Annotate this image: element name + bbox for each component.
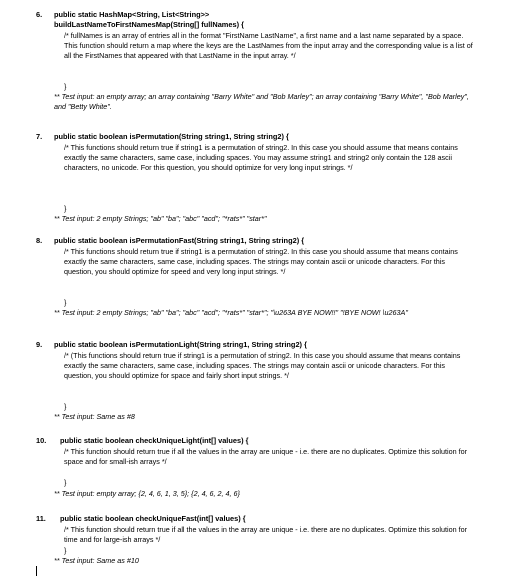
method-signature: public static boolean isPermutationLight(String string1, String string2) { bbox=[54, 340, 307, 349]
question-number: 7. bbox=[36, 132, 43, 141]
test-input: ** Test input: Same as #10 bbox=[54, 556, 139, 565]
method-signature: public static boolean isPermutation(String string1, String string2) { bbox=[54, 132, 289, 141]
method-comment: /* This function should return true if all the values in the array are unique - i.e. there are no duplicates. Optimize this solution for time and for large-ish arrays */ bbox=[64, 525, 467, 545]
method-comment: /* (This functions should return true if string1 is a permutation of string2. In this case you should assume that means contains exactly the same characters, same case, including spaces. The strings may contain ascii or unicode characters. For this question, you should optimize for space and fairly short input strings. */ bbox=[64, 351, 461, 381]
method-comment: /* This functions should return true if string1 is a permutation of string2. In this case you should assume that means contains exactly the same characters, same case, including spaces. The strings may contain ascii or unicode characters. For this question, you should optimize for speed and very long input strings. */ bbox=[64, 247, 458, 277]
method-signature: public static HashMap<String, List<String>> bbox=[54, 10, 210, 19]
method-comment: /* fullNames is an array of entries all in the format "FirstName LastName", a first name and a last name separated by a space. This function should return a map where the keys are the LastNames from the input array and the corresponding value is a list of all the FirstNames that appeared with that LastName in the input array. */ bbox=[64, 31, 473, 61]
closing-brace: } bbox=[64, 298, 67, 307]
question-number: 6. bbox=[36, 10, 43, 19]
method-signature: public static boolean checkUniqueFast(int[] values) { bbox=[60, 514, 246, 523]
question-number: 10. bbox=[36, 436, 47, 445]
closing-brace: } bbox=[64, 82, 67, 91]
question-number: 11. bbox=[36, 514, 46, 523]
method-comment: /* This function should return true if all the values in the array are unique - i.e. there are no duplicates. Optimize this solution for space and for small-ish arrays */ bbox=[64, 447, 467, 467]
closing-brace: } bbox=[64, 478, 67, 487]
closing-brace: } bbox=[64, 546, 67, 555]
closing-brace: } bbox=[64, 204, 67, 213]
test-input: ** Test input: 2 empty Strings; "ab" "ba"; "abc" "acd"; "*rats*" "star*"; "\u263A BYE NOW!!" "!BYE NOW! \u263A" bbox=[54, 308, 408, 317]
question-number: 8. bbox=[36, 236, 43, 245]
test-input: ** Test input: Same as #8 bbox=[54, 412, 135, 421]
text-cursor bbox=[36, 566, 37, 576]
test-input: ** Test input: empty array; {2, 4, 6, 1, 3, 5}; {2, 4, 6, 2, 4, 6} bbox=[54, 489, 240, 498]
closing-brace: } bbox=[64, 402, 67, 411]
method-signature: public static boolean checkUniqueLight(int[] values) { bbox=[60, 436, 249, 445]
test-input: ** Test input: an empty array; an array containing "Barry White" and "Bob Marley"; an array containing "Barry White", "Bob Marley", and "Betty White". bbox=[54, 92, 469, 112]
test-input: ** Test input: 2 empty Strings; "ab" "ba"; "abc" "acd"; "*rats*" "star*" bbox=[54, 214, 267, 223]
method-signature: public static boolean isPermutationFast(String string1, String string2) { bbox=[54, 236, 305, 245]
question-number: 9. bbox=[36, 340, 43, 349]
method-comment: /* This functions should return true if string1 is a permutation of string2. In this case you should assume that means contains exactly the same characters, same case, including spaces. You may assume string1 and string2 only contain the 128 ascii characters, no unicode. For this question, you should optimize for very long input strings. */ bbox=[64, 143, 458, 173]
method-signature-cont: buildLastNameToFirstNamesMap(String[] fullNames) { bbox=[54, 20, 244, 29]
